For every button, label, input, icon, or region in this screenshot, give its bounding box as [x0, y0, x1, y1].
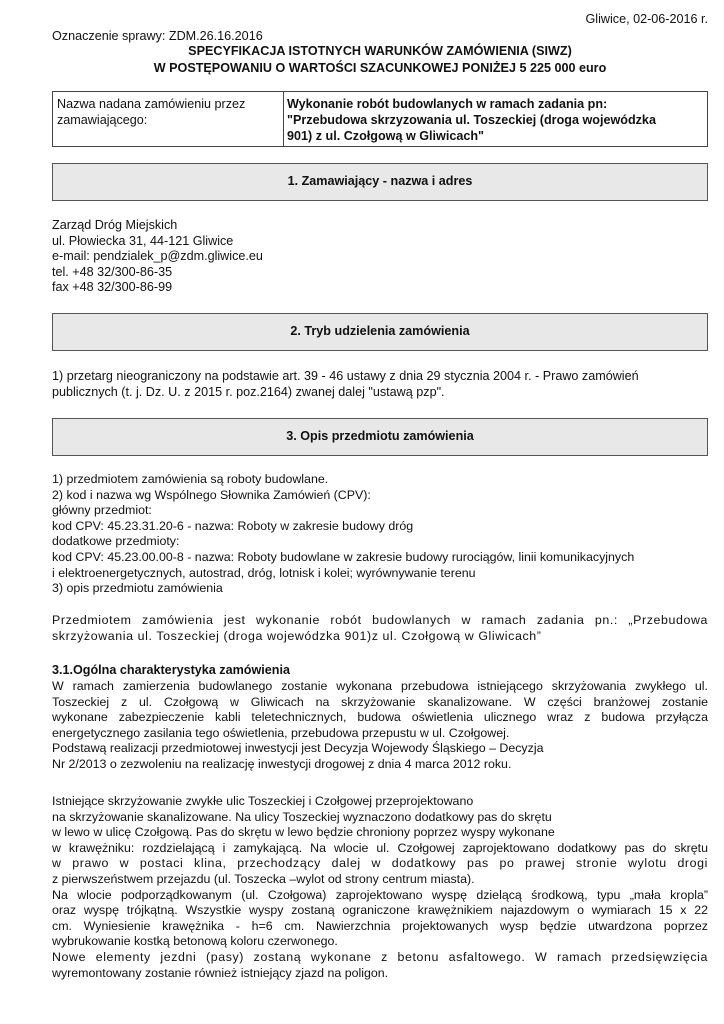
- document-title: SPECYFIKACJA ISTOTNYCH WARUNKÓW ZAMÓWIENIA (SIWZ): [188, 44, 572, 58]
- mode-paragraph: 1) przetarg nieograniczony na podstawie art. 39 - 46 ustawy z dnia 29 stycznia 2004 r. - Prawo zamówień publicznych (t. j. Dz. U. z 2015 r. poz.2164) zwanej dalej "ustawą pzp".: [52, 369, 639, 399]
- contact-block: Zarząd Dróg Miejskich ul. Płowiecka 31, 44-121 Gliwice e-mail: pendzialek_p@zdm.gliwice.eu tel. +48 32/300-86-35 fax +48 32/300-86-99: [52, 218, 263, 295]
- section-2-heading: 2. Tryb udzielenia zamówienia: [52, 313, 708, 351]
- subject-list: 1) przedmiotem zamówienia są roboty budowlane. 2) kod i nazwa wg Wspólnego Słownika Zamówień (CPV): główny przedmiot: kod CPV: 45.23.31.20-6 - nazwa: Roboty w zakresie budowy dróg dodatkowe przedmioty: kod CPV: 45.23.00.00-8 - nazwa: Roboty budowlane w zakresie budowy rurociągów, linii komunikacyjnych i elektroenergetycznych, autostrad, dróg, lotnisk i kolei; wyrównywanie terenu 3) opis przedmiotu zamówienia: [52, 472, 635, 596]
- section-3-heading: 3. Opis przedmiotu zamówienia: [52, 418, 708, 456]
- order-name-label: Nazwa nadana zamówieniu przez zamawiającego:: [57, 97, 246, 127]
- section-1-heading: 1. Zamawiający - nazwa i adres: [52, 163, 708, 201]
- subsection-3-1-heading: 3.1.Ogólna charakterystyka zamówienia: [52, 663, 290, 677]
- document-subtitle: W POSTĘPOWANIU O WARTOŚCI SZACUNKOWEJ PONIŻEJ 5 225 000 euro: [153, 61, 607, 75]
- subject-paragraph: Przedmiotem zamówienia jest wykonanie robót budowlanych w ramach zadania pn.: „Przebudowa skrzyżowania ul. Toszeckiej (droga wojewódzka 901)z ul. Czołgową w Gliwicach”: [52, 613, 708, 643]
- existing-intersection-text: Istniejące skrzyżowanie zwykłe ulic Toszeckiej i Czołgowej przeprojektowano na skrzyżowanie skanalizowane. Na ulicy Toszeckiej wyznaczono dodatkowy pas do skrętu w lewo w ulicę Czołgową. Pas do skrętu w lewo będzie chroniony poprzez wyspy wykonane w krawężniku: rozdzielającą i zamykającą. Na wlocie ul. Czołgowej zaprojektowano dodatkowy pas do skrętu w prawo w postaci klina, przechodzący dalej w dodatkowy pas po prawej stronie wylotu drogi z pierwszeństwem przejazdu (ul. Toszecka –wylot od strony centrum miasta). Na wlocie podporządkowanym (ul. Czołgowa) zaprojektowano wyspę dzielącą środkową, typu „mała kropla” oraz wyspę trójkątną. Wszystkie wyspy zostaną ograniczone krawężnikiem najazdowym o wymiarach 15 x 22 cm. Wyniesienie krawężnika - h=6 cm. Nawierzchnia projektowanych wysp będzie utwardzona poprzez wybrukowanie kostką betonową koloru czerwonego. Nowe elementy jezdni (pasy) zostaną wykonane z betonu asfaltowego. W ramach przedsięwzięcia wyremontowany zostanie również istniejący zjazd na poligon.: [52, 794, 708, 980]
- case-reference: Oznaczenie sprawy: ZDM.26.16.2016: [52, 29, 263, 43]
- subsection-3-1-text: W ramach zamierzenia budowlanego zostanie wykonana przebudowa istniejącego skrzyżowania zwykłego ul. Toszeckiej z ul. Czołgową w Gliwicach na skrzyżowanie skanalizowane. W części branżowej zostanie wykonane zabezpieczenie kabli teletechnicznych, budowa oświetlenia ulicznego wraz z budowa przyłącza energetycznego zasilania tego oświetlenia, przebudowa przepustu w ul. Czołgowej. Podstawą realizacji przedmiotowej inwestycji jest Decyzja Wojewody Śląskiego – Decyzja Nr 2/2013 o zezwoleniu na realizację inwestycji drogowej z dnia 4 marca 2012 roku.: [52, 679, 708, 771]
- order-name-value: Wykonanie robót budowlanych w ramach zadania pn: "Przebudowa skrzyzowania ul. Toszeckiej (droga wojewódzka 901) z ul. Czołgową w Gliwicach": [287, 97, 656, 143]
- place-date: Gliwice, 02-06-2016 r.: [585, 12, 708, 26]
- order-name-table: [52, 91, 708, 147]
